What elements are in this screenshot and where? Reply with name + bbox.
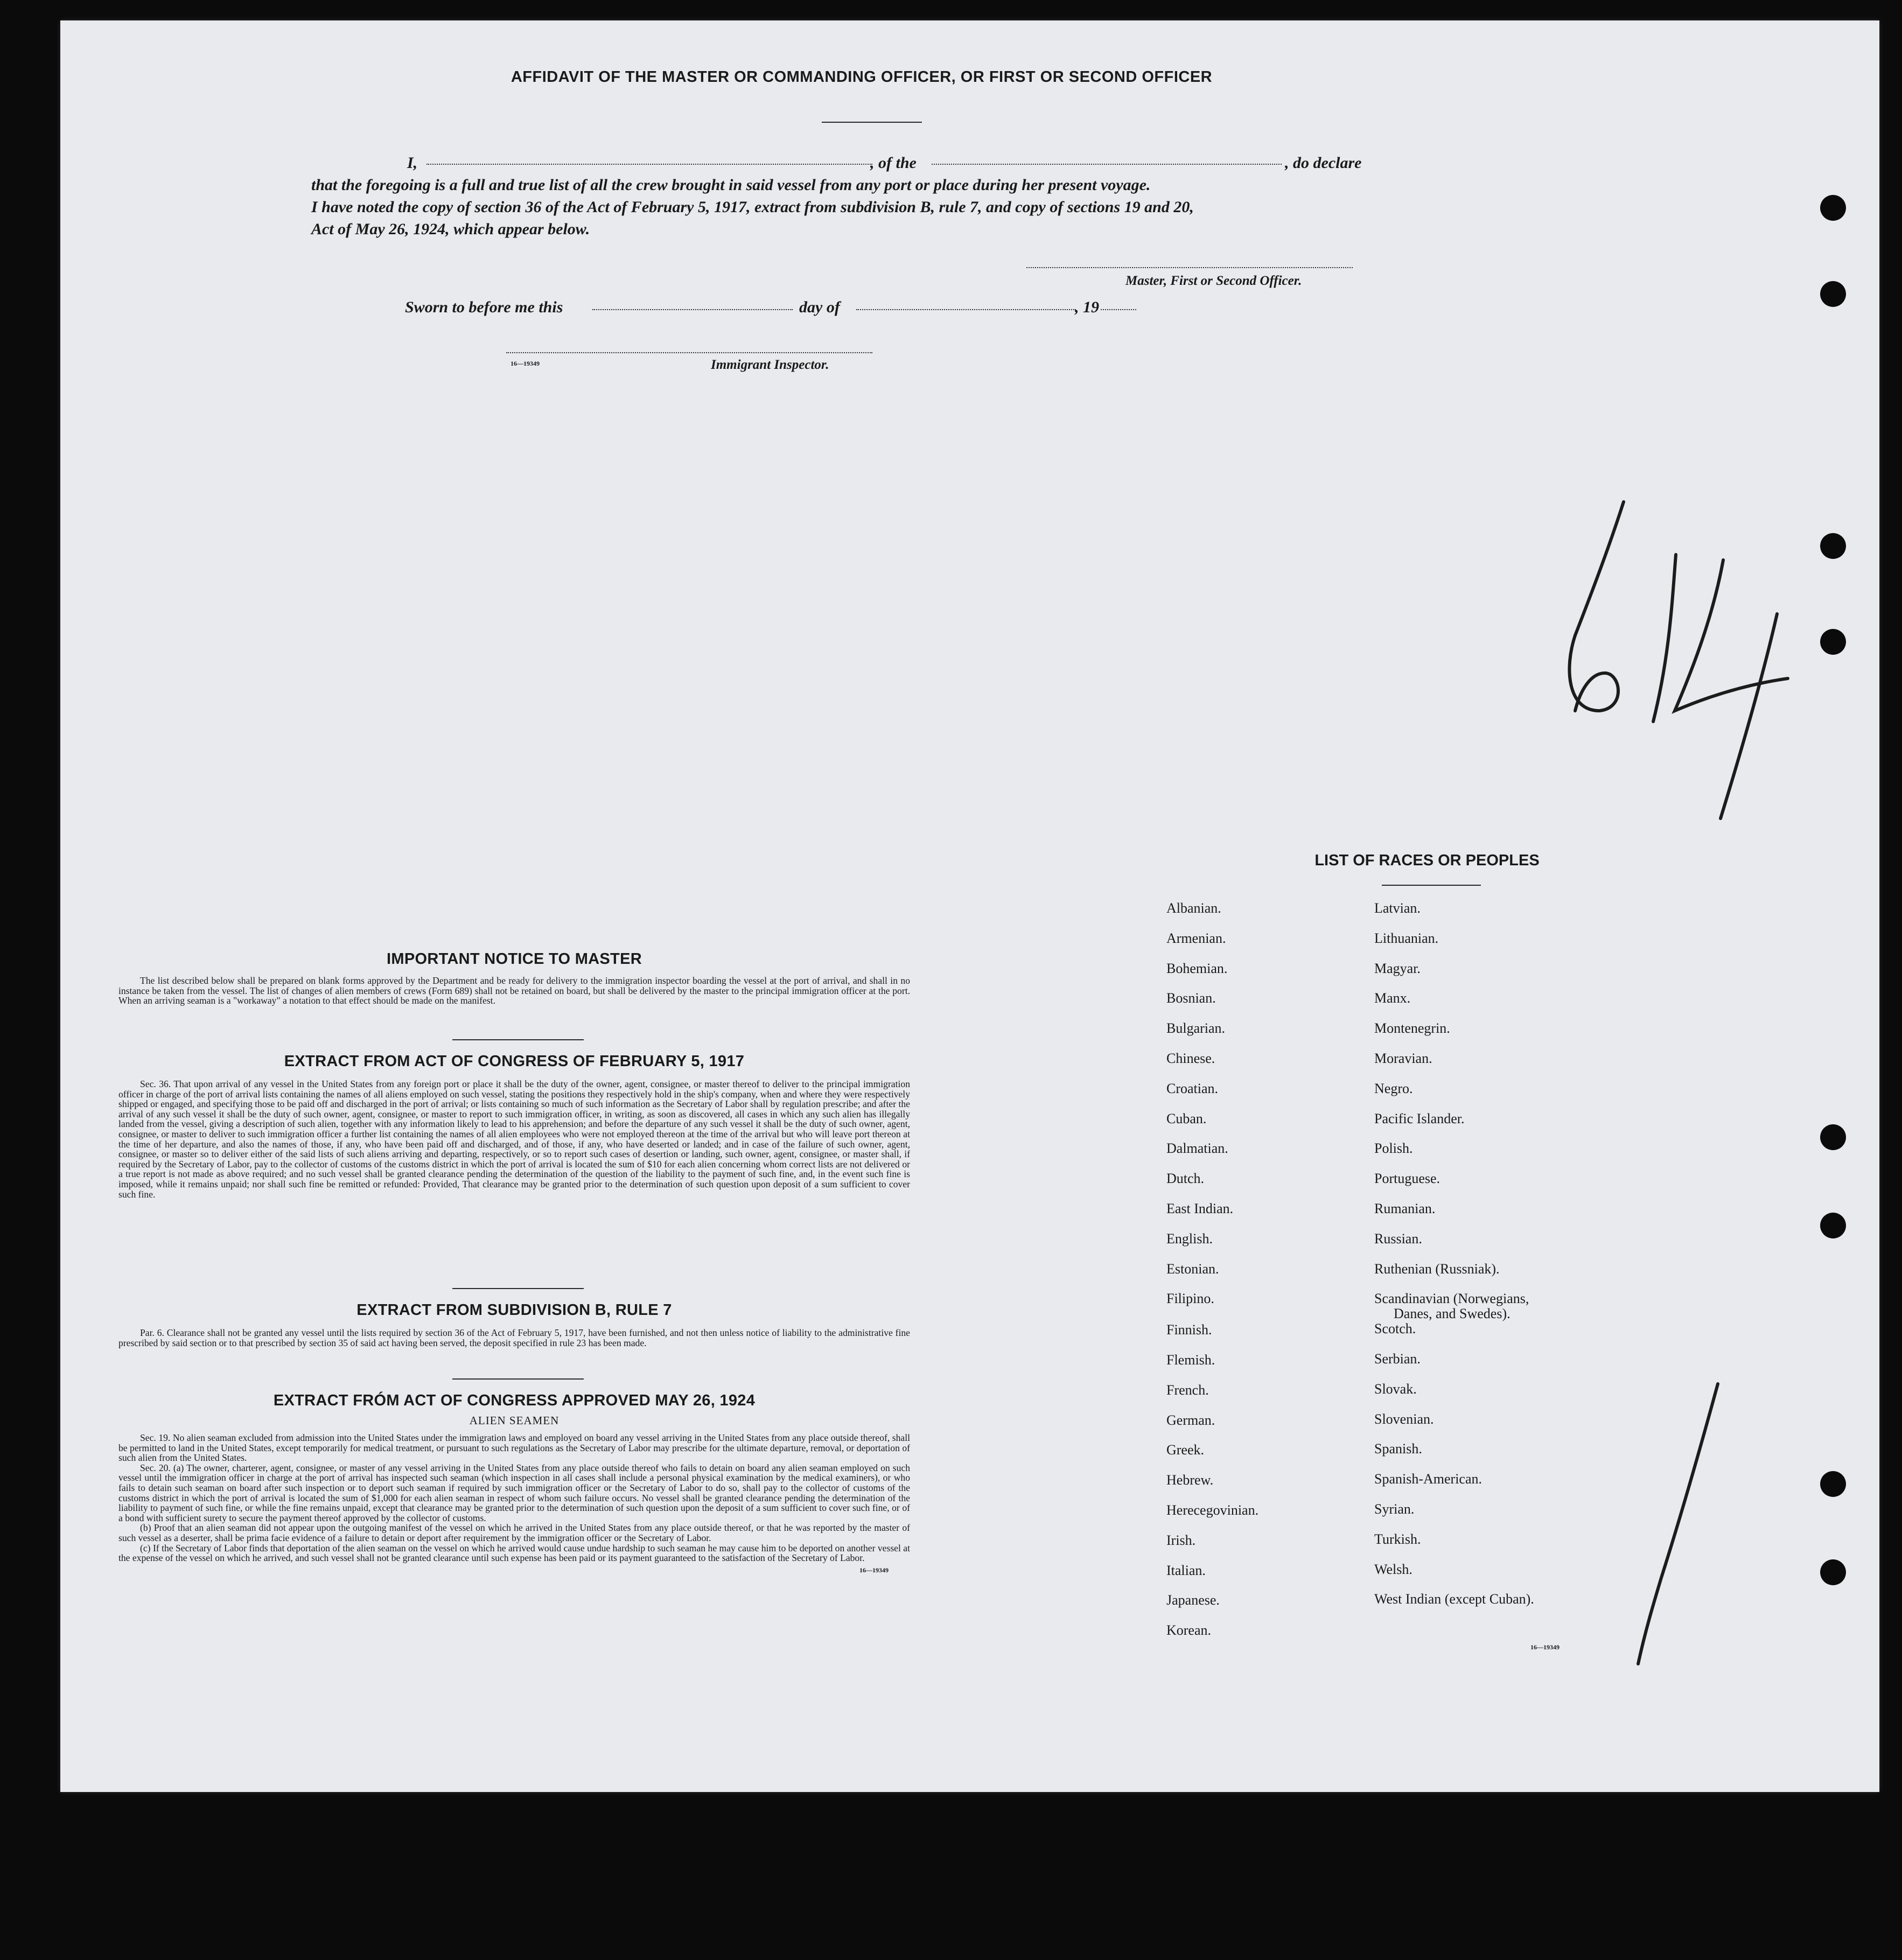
alien-seamen-subtitle: ALIEN SEAMEN: [469, 1414, 560, 1427]
extract-rule7-title: EXTRACT FROM SUBDIVISION B, RULE 7: [356, 1301, 672, 1319]
race-item: Lithuanian.: [1374, 930, 1439, 946]
affidavit-do-declare: , do declare: [1285, 154, 1362, 172]
sworn-day-blank[interactable]: [592, 309, 793, 310]
vessel-blank[interactable]: [932, 164, 1282, 165]
races-title: LIST OF RACES OR PEOPLES: [1314, 852, 1540, 869]
title-underline: [822, 122, 922, 123]
race-item: East Indian.: [1166, 1201, 1234, 1216]
race-item: Pacific Islander.: [1374, 1110, 1465, 1126]
race-item: Danes, and Swedes).: [1394, 1306, 1511, 1322]
race-item: Dalmatian.: [1166, 1140, 1228, 1157]
affidavit-line-1: [311, 152, 1377, 174]
race-item: Chinese.: [1166, 1051, 1215, 1066]
race-item: Spanish-American.: [1374, 1471, 1483, 1487]
sec20c-text: (c) If the Secretary of Labor finds that deportation of the alien seaman on the vessel on which he arrived would cause undue hardship to such seaman he may cause him to be deported on another vessel at the expense of the vessel on which he arrived, and such vessel shall not be granted clearance until such expense has been paid or its payment guaranteed to the satisfaction of the Secretary of Labor.: [118, 1542, 910, 1564]
form-number: 16—19349: [859, 1566, 889, 1574]
race-item: Manx.: [1374, 990, 1411, 1006]
binder-hole: [1820, 533, 1846, 559]
race-item: Syrian.: [1374, 1501, 1415, 1517]
sec19-text: Sec. 19. No alien seaman excluded from admission into the United States under the immigration laws and employed on board any vessel arriving in the United States from any place outside thereof, shall be permitted to land in the United States, except temporarily for medical treatment, or pursuant to such regulations as the Secretary of Labor may prescribe for the ultimate departure, removal, or deportation of such alien from the United States.: [118, 1432, 910, 1464]
handwritten-mark: [1632, 1378, 1729, 1669]
sworn-day-of: day of: [799, 298, 840, 316]
race-item: Latvian.: [1374, 900, 1421, 916]
race-item: Albanian.: [1166, 900, 1221, 916]
race-item: Japanese.: [1166, 1592, 1220, 1608]
race-item: Slovenian.: [1374, 1411, 1434, 1427]
race-item: Spanish.: [1374, 1441, 1422, 1457]
race-item: Rumanian.: [1374, 1201, 1436, 1216]
section-divider: [452, 1378, 584, 1380]
name-blank[interactable]: [426, 164, 872, 165]
race-item: Slovak.: [1374, 1381, 1417, 1397]
race-item: English.: [1166, 1230, 1213, 1247]
binder-hole: [1820, 281, 1846, 307]
race-item: Herecegovinian.: [1166, 1502, 1259, 1518]
race-item: Magyar.: [1374, 960, 1421, 976]
affidavit-line-2: that the foregoing is a full and true list of all the crew brought in said vessel from any port or place during her present voyage.: [311, 176, 1151, 194]
sworn-month-blank[interactable]: [856, 309, 1076, 310]
affidavit-line-4: Act of May 26, 1924, which appear below.: [311, 220, 590, 238]
binder-hole: [1820, 1559, 1846, 1585]
race-item: Finnish.: [1166, 1322, 1212, 1338]
master-signature-line[interactable]: [1026, 267, 1353, 268]
sec20a-text: Sec. 20. (a) The owner, charterer, agent, consignee, or master of any vessel arriving in the United States from any place outside thereof who fails to detain on board any alien seaman employed on such vessel until the immigration officer in charge at the port of arrival has inspected such seaman (which inspection in all cases shall include a personal physical examination by the medical examiners), or who fails to detain such seaman on board after such inspection or to deport such seaman if required by such immigration officer or the Secretary of Labor to do so, shall pay to the collector of customs of the customs district in which the port of arrival is located the sum of $1,000 for each alien seaman in respect of whom such failure occurs. No vessel shall be granted clearance pending the determination of the liability to payment of such fine, or while the fine remains unpaid, except that clearance may be granted prior to the determination of such question upon the deposit of a sum sufficient to cover such fine, or of a bond with sufficient surety to secure the payment thereof approved by the collector of customs.: [118, 1462, 910, 1523]
handwritten-page-number: [1551, 495, 1820, 829]
race-item: Montenegrin.: [1374, 1020, 1450, 1037]
race-item: Polish.: [1374, 1140, 1413, 1157]
race-item: Moravian.: [1374, 1051, 1432, 1066]
race-item: Welsh.: [1374, 1561, 1412, 1577]
inspector-label: Immigrant Inspector.: [711, 358, 829, 372]
sworn-year-blank[interactable]: [1101, 309, 1136, 310]
section-divider: [452, 1288, 584, 1289]
race-item: Bosnian.: [1166, 990, 1216, 1006]
race-item: Hebrew.: [1166, 1472, 1214, 1488]
race-item: West Indian (except Cuban).: [1374, 1591, 1534, 1607]
race-item: French.: [1166, 1382, 1209, 1398]
race-item: Serbian.: [1374, 1351, 1421, 1367]
extract-1917-section: [118, 1053, 910, 1199]
extract-1917-text: Sec. 36. That upon arrival of any vessel in the United States from any foreign port or place it shall be the duty of the owner, agent, consignee, or master thereof to deliver to the principal immigration officer in charge of the port of arrival lists containing the names of all aliens employed on such vessel, stating the positions they respectively hold in the ship's company, when and where they were respectively shipped or engaged, and specifying those to be paid off and discharged in the port of arrival; or lists containing so much of such information as the Secretary of Labor shall by regulation prescribe; and after the arrival of any such vessel it shall be the duty of such owner, agent, consignee, or master to report to such immigration officer, in writing, as soon as discovered, all cases in which any such alien has illegally landed from the vessel, giving a description of such alien, together with any information likely to lead to his apprehension; and before the departure of any such vessel it shall be the duty of such owner, agent, consignee, or master to deliver to such immigration officer a further list containing the names of all alien employees who were not employed thereon at the time of the arrival but who will leave port thereon at the time of her departure, and also the names of those, if any, who have been paid off and discharged, and of those, if any, who have deserted or landed; and in case of the failure of such owner, agent, consignee, or master so to deliver either of the said lists of such aliens arriving and departing, respectively, or so to report such cases of desertion or landing, such owner, agent, consignee, or master shall, if required by the Secretary of Labor, pay to the collector of customs of the customs district in which the port of arrival is located the sum of $10 for each alien concerning whom correct lists are not delivered or a true report is not made as above required; and no such vessel shall be granted clearance pending the determination of the question of the liability to the payment of such fine, and, in the event such fine is imposed, while it remains unpaid; nor shall such fine be remitted or refunded: Provided, That clearance may be granted prior to the determination of such question upon deposit of a sum sufficient to cover such fine.: [118, 1079, 910, 1200]
race-item: Dutch.: [1166, 1171, 1205, 1187]
race-item: Irish.: [1166, 1532, 1196, 1548]
master-label: Master, First or Second Officer.: [1125, 274, 1302, 288]
extract-1924-section: [118, 1392, 910, 1574]
race-item: German.: [1166, 1412, 1215, 1428]
race-item: Scotch.: [1374, 1321, 1416, 1337]
affidavit-line-3: I have noted the copy of section 36 of the Act of February 5, 1917, extract from subdivision B, rule 7, and copy of sections 19 and 20,: [311, 198, 1194, 216]
sworn-year: , 19: [1075, 298, 1099, 316]
race-item: Scandinavian (Norwegians,: [1374, 1291, 1529, 1307]
race-item: Bulgarian.: [1166, 1020, 1226, 1037]
sec20b-text: (b) Proof that an alien seaman did not appear upon the outgoing manifest of the vessel on which he arrived in the United States from any place outside thereof, or that he was reported by the master of such vessel as a deserter, shall be prima facie evidence of a failure to detain or deport after requirement by the immigration officer or the Secretary of Labor.: [118, 1522, 910, 1543]
inspector-signature-line[interactable]: [506, 352, 872, 353]
sworn-prefix: Sworn to before me this: [405, 298, 563, 316]
notice-section: [118, 950, 910, 1006]
race-item: Cuban.: [1166, 1110, 1207, 1126]
extract-rule7-text: Par. 6. Clearance shall not be granted any vessel until the lists required by section 36 of the Act of February 5, 1917, have been furnished, and not then unless notice of liability to the administrative fine prescribed by said section or to that prescribed by section 35 of said act having been served, the deposit specified in rule 23 has been made.: [118, 1327, 910, 1348]
race-item: Turkish.: [1374, 1531, 1421, 1547]
section-divider: [452, 1039, 584, 1040]
affidavit-title: AFFIDAVIT OF THE MASTER OR COMMANDING OFFICER, OR FIRST OR SECOND OFFICER: [511, 68, 1213, 86]
form-number: 16—19349: [1530, 1643, 1560, 1651]
binder-hole: [1820, 629, 1846, 655]
notice-text: The list described below shall be prepared on blank forms approved by the Department and be ready for delivery to the immigration inspector boarding the vessel at the port of arrival, and shall in no instance be taken from the vessel. The list of changes of alien members of crews (Form 689) shall not be retained on board, but shall be delivered by the master to the principal immigration officer at the port. When an arriving seaman is a "workaway" a notation to that effect should be made on the manifest.: [118, 975, 910, 1006]
race-item: Italian.: [1166, 1562, 1206, 1578]
race-item: Korean.: [1166, 1622, 1212, 1639]
form-number: 16—19349: [511, 360, 540, 367]
extract-rule7-section: [118, 1301, 910, 1348]
binder-hole: [1820, 1213, 1846, 1238]
notice-title: IMPORTANT NOTICE TO MASTER: [387, 950, 642, 968]
race-item: Croatian.: [1166, 1080, 1219, 1096]
race-item: Portuguese.: [1374, 1171, 1441, 1187]
race-item: Russian.: [1374, 1230, 1422, 1247]
race-item: Estonian.: [1166, 1261, 1219, 1277]
race-item: Bohemian.: [1166, 960, 1228, 976]
race-item: Armenian.: [1166, 930, 1226, 946]
affidavit-of-the: , of the: [870, 154, 917, 172]
extract-1917-title: EXTRACT FROM ACT OF CONGRESS OF FEBRUARY 5, 1917: [284, 1053, 745, 1070]
race-item: Ruthenian (Russniak).: [1374, 1261, 1500, 1277]
race-item: Greek.: [1166, 1442, 1205, 1458]
binder-hole: [1820, 195, 1846, 221]
races-title-underline: [1382, 885, 1481, 886]
extract-1924-title: EXTRACT FRÓM ACT OF CONGRESS APPROVED MAY 26, 1924: [273, 1392, 756, 1409]
binder-hole: [1820, 1471, 1846, 1497]
affidavit-i: I,: [407, 154, 418, 172]
race-item: Flemish.: [1166, 1352, 1215, 1368]
binder-hole: [1820, 1124, 1846, 1150]
affidavit-body: [311, 152, 1377, 240]
race-item: Negro.: [1374, 1080, 1413, 1096]
race-item: Filipino.: [1166, 1291, 1214, 1307]
